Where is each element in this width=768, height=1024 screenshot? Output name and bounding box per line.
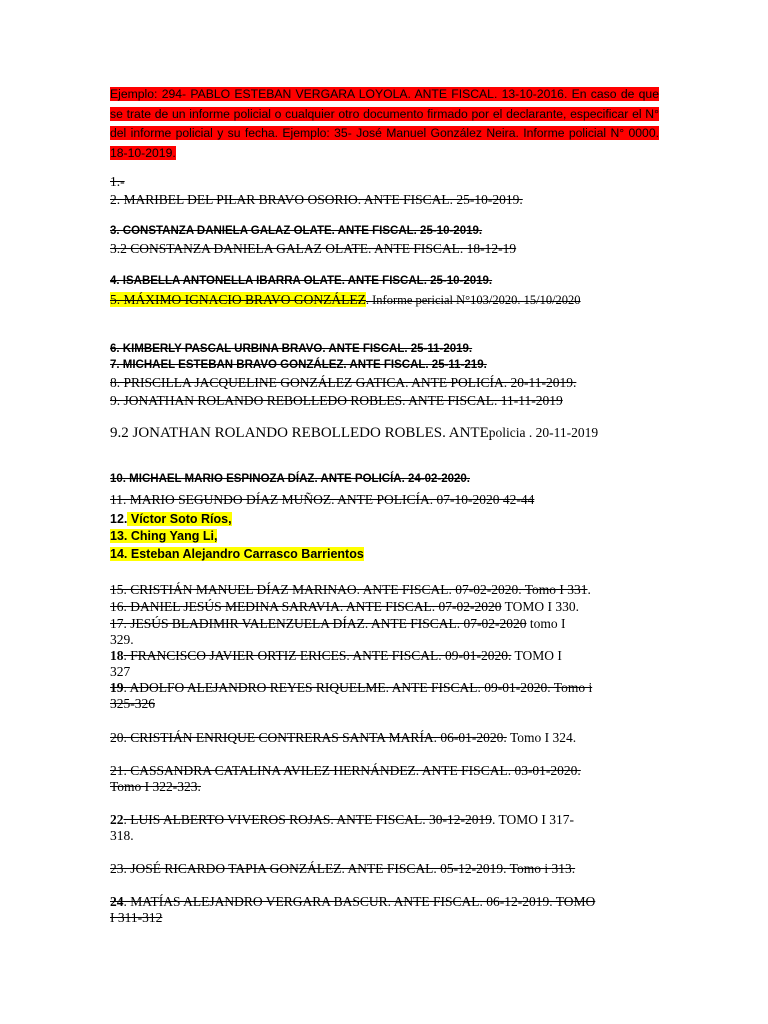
entry-18-number: 18 [110,648,124,663]
entry-22-tomo-cont: 318. [110,828,134,843]
entry-17 [110,616,566,632]
entry-14-number: 14. [110,547,128,561]
entry-15-text: 15. CRISTIÁN MANUEL DÍAZ MARINAO. ANTE FISCAL. 07-02-2020. Tomo I 331 [110,582,588,597]
entry-20-tomo: Tomo I 324. [506,730,577,745]
entry-11: 11. MARIO SEGUNDO DÍAZ MUÑOZ. ANTE POLICÍA. 07-10-2020 42-44 [110,492,535,507]
entry-24-text: . MATÍAS ALEJANDRO VERGARA BASCUR. ANTE FISCAL. 06-12-2019. TOMO [123,894,596,909]
entry-19 [110,680,592,696]
entry-20 [110,730,576,746]
entry-13 [110,529,217,543]
entry-10: 10. MICHAEL MARIO ESPINOZA DÍAZ. ANTE POLICÍA. 24-02-2020. [110,473,470,485]
entry-22-text: . LUIS ALBERTO VIVEROS ROJAS. ANTE FISCAL. 30-12-2019 [123,812,492,827]
entry-22-number: 22 [110,812,124,827]
entry-9-2-policia: policia [488,425,526,440]
entry-12 [110,512,232,526]
entry-3-2: 3.2 CONSTANZA DANIELA GALAZ OLATE. ANTE FISCAL. 18-12-19 [110,241,517,256]
entry-19-cont: 325-326 [110,696,155,711]
entry-12-number: 12. [110,512,128,526]
entry-8: 8. PRISCILLA JACQUELINE GONZÁLEZ GATICA. ANTE POLICÍA. 20-11-2019. [110,375,577,390]
entry-18-tomo: TOMO I [511,648,562,663]
entry-9-2-main: 9.2 JONATHAN ROLANDO REBOLLEDO ROBLES. ANTE [110,425,489,441]
entry-19-number: 19 [110,680,124,695]
entry-5-detail: . Informe pericial N°103/2020. 15/10/2020 [365,293,581,307]
entry-1: 1.- [110,174,125,189]
entry-9: 9. JONATHAN ROLANDO REBOLLEDO ROBLES. ANTE FISCAL. 11-11-2019 [110,393,563,408]
entry-22 [110,812,574,828]
entry-12-name: Víctor Soto Ríos, [127,512,232,526]
entry-23: 23. JOSÉ RICARDO TAPIA GONZÁLEZ. ANTE FISCAL. 05-12-2019. Tomo i 313. [110,861,576,876]
entry-24-number: 24 [110,894,124,909]
entry-15-dot: . [587,582,591,597]
entry-22-tomo: . TOMO I 317- [491,812,574,827]
entry-24-cont: I 311-312 [110,910,163,925]
entry-5 [110,291,581,309]
entry-20-text: 20. CRISTIÁN ENRIQUE CONTRERAS SANTA MARÍA. 06-01-2020. [110,730,507,745]
entry-3: 3. CONSTANZA DANIELA GALAZ OLATE. ANTE FISCAL. 25-10-2019. [110,225,483,237]
entry-13-name: Ching Yang Li, [127,529,218,543]
entry-9-2-date: . 20-11-2019 [525,425,599,440]
entry-13-number: 13. [110,529,128,543]
entry-21-cont: Tomo I 322-323. [110,779,201,794]
entry-18-text: . FRANCISCO JAVIER ORTIZ ERICES. ANTE FISCAL. 09-01-2020. [123,648,512,663]
entry-15 [110,582,591,598]
entry-5-name: 5. MÁXIMO IGNACIO BRAVO GONZÁLEZ [110,292,366,307]
entry-14-name: Esteban Alejandro Carrasco Barrientos [127,547,364,561]
example-note: Ejemplo: 294- PABLO ESTEBAN VERGARA LOYOLA. ANTE FISCAL. 13-10-2016. En caso de que se trate de un informe policial o cualquier otro documento firmado por el declarante, especificar el N° del informe policial y su fecha. Ejemplo: 35- José Manuel González Neira. Informe policial N° 0000. 18-10-2019. [110,87,659,160]
entry-4: 4. ISABELLA ANTONELLA IBARRA OLATE. ANTE FISCAL. 25-10-2019. [110,275,493,287]
entry-17-tomo: tomo I [526,616,566,631]
entry-16-text: 16. DANIEL JESÚS MEDINA SARAVIA. ANTE FISCAL. 07-02-2020 [110,599,502,614]
entry-17-tomo-cont: 329. [110,632,134,647]
entry-18-tomo-cont: 327 [110,664,131,679]
entry-6: 6. KIMBERLY PASCAL URBINA BRAVO. ANTE FISCAL. 25-11-2019. [110,343,473,355]
entry-16 [110,599,579,615]
entry-2: 2. MARIBEL DEL PILAR BRAVO OSORIO. ANTE FISCAL. 25-10-2019. [110,192,523,207]
entry-14 [110,547,364,561]
entry-16-tomo: TOMO I 330. [501,599,580,614]
entry-18 [110,648,562,664]
entry-21: 21. CASSANDRA CATALINA AVILEZ HERNÁNDEZ. ANTE FISCAL. 03-01-2020. [110,763,581,778]
entry-9-2 [110,425,598,442]
entry-19-text: . ADOLFO ALEJANDRO REYES RIQUELME. ANTE FISCAL. 09-01-2020. Tomo i [123,680,593,695]
entry-7: 7. MICHAEL ESTEBAN BRAVO GONZÁLEZ. ANTE FISCAL. 25-11-219. [110,359,487,371]
entry-17-text: 17. JESÚS BLADIMIR VALENZUELA DÍAZ. ANTE FISCAL. 07-02-2020 [110,616,527,631]
entry-24 [110,894,595,910]
